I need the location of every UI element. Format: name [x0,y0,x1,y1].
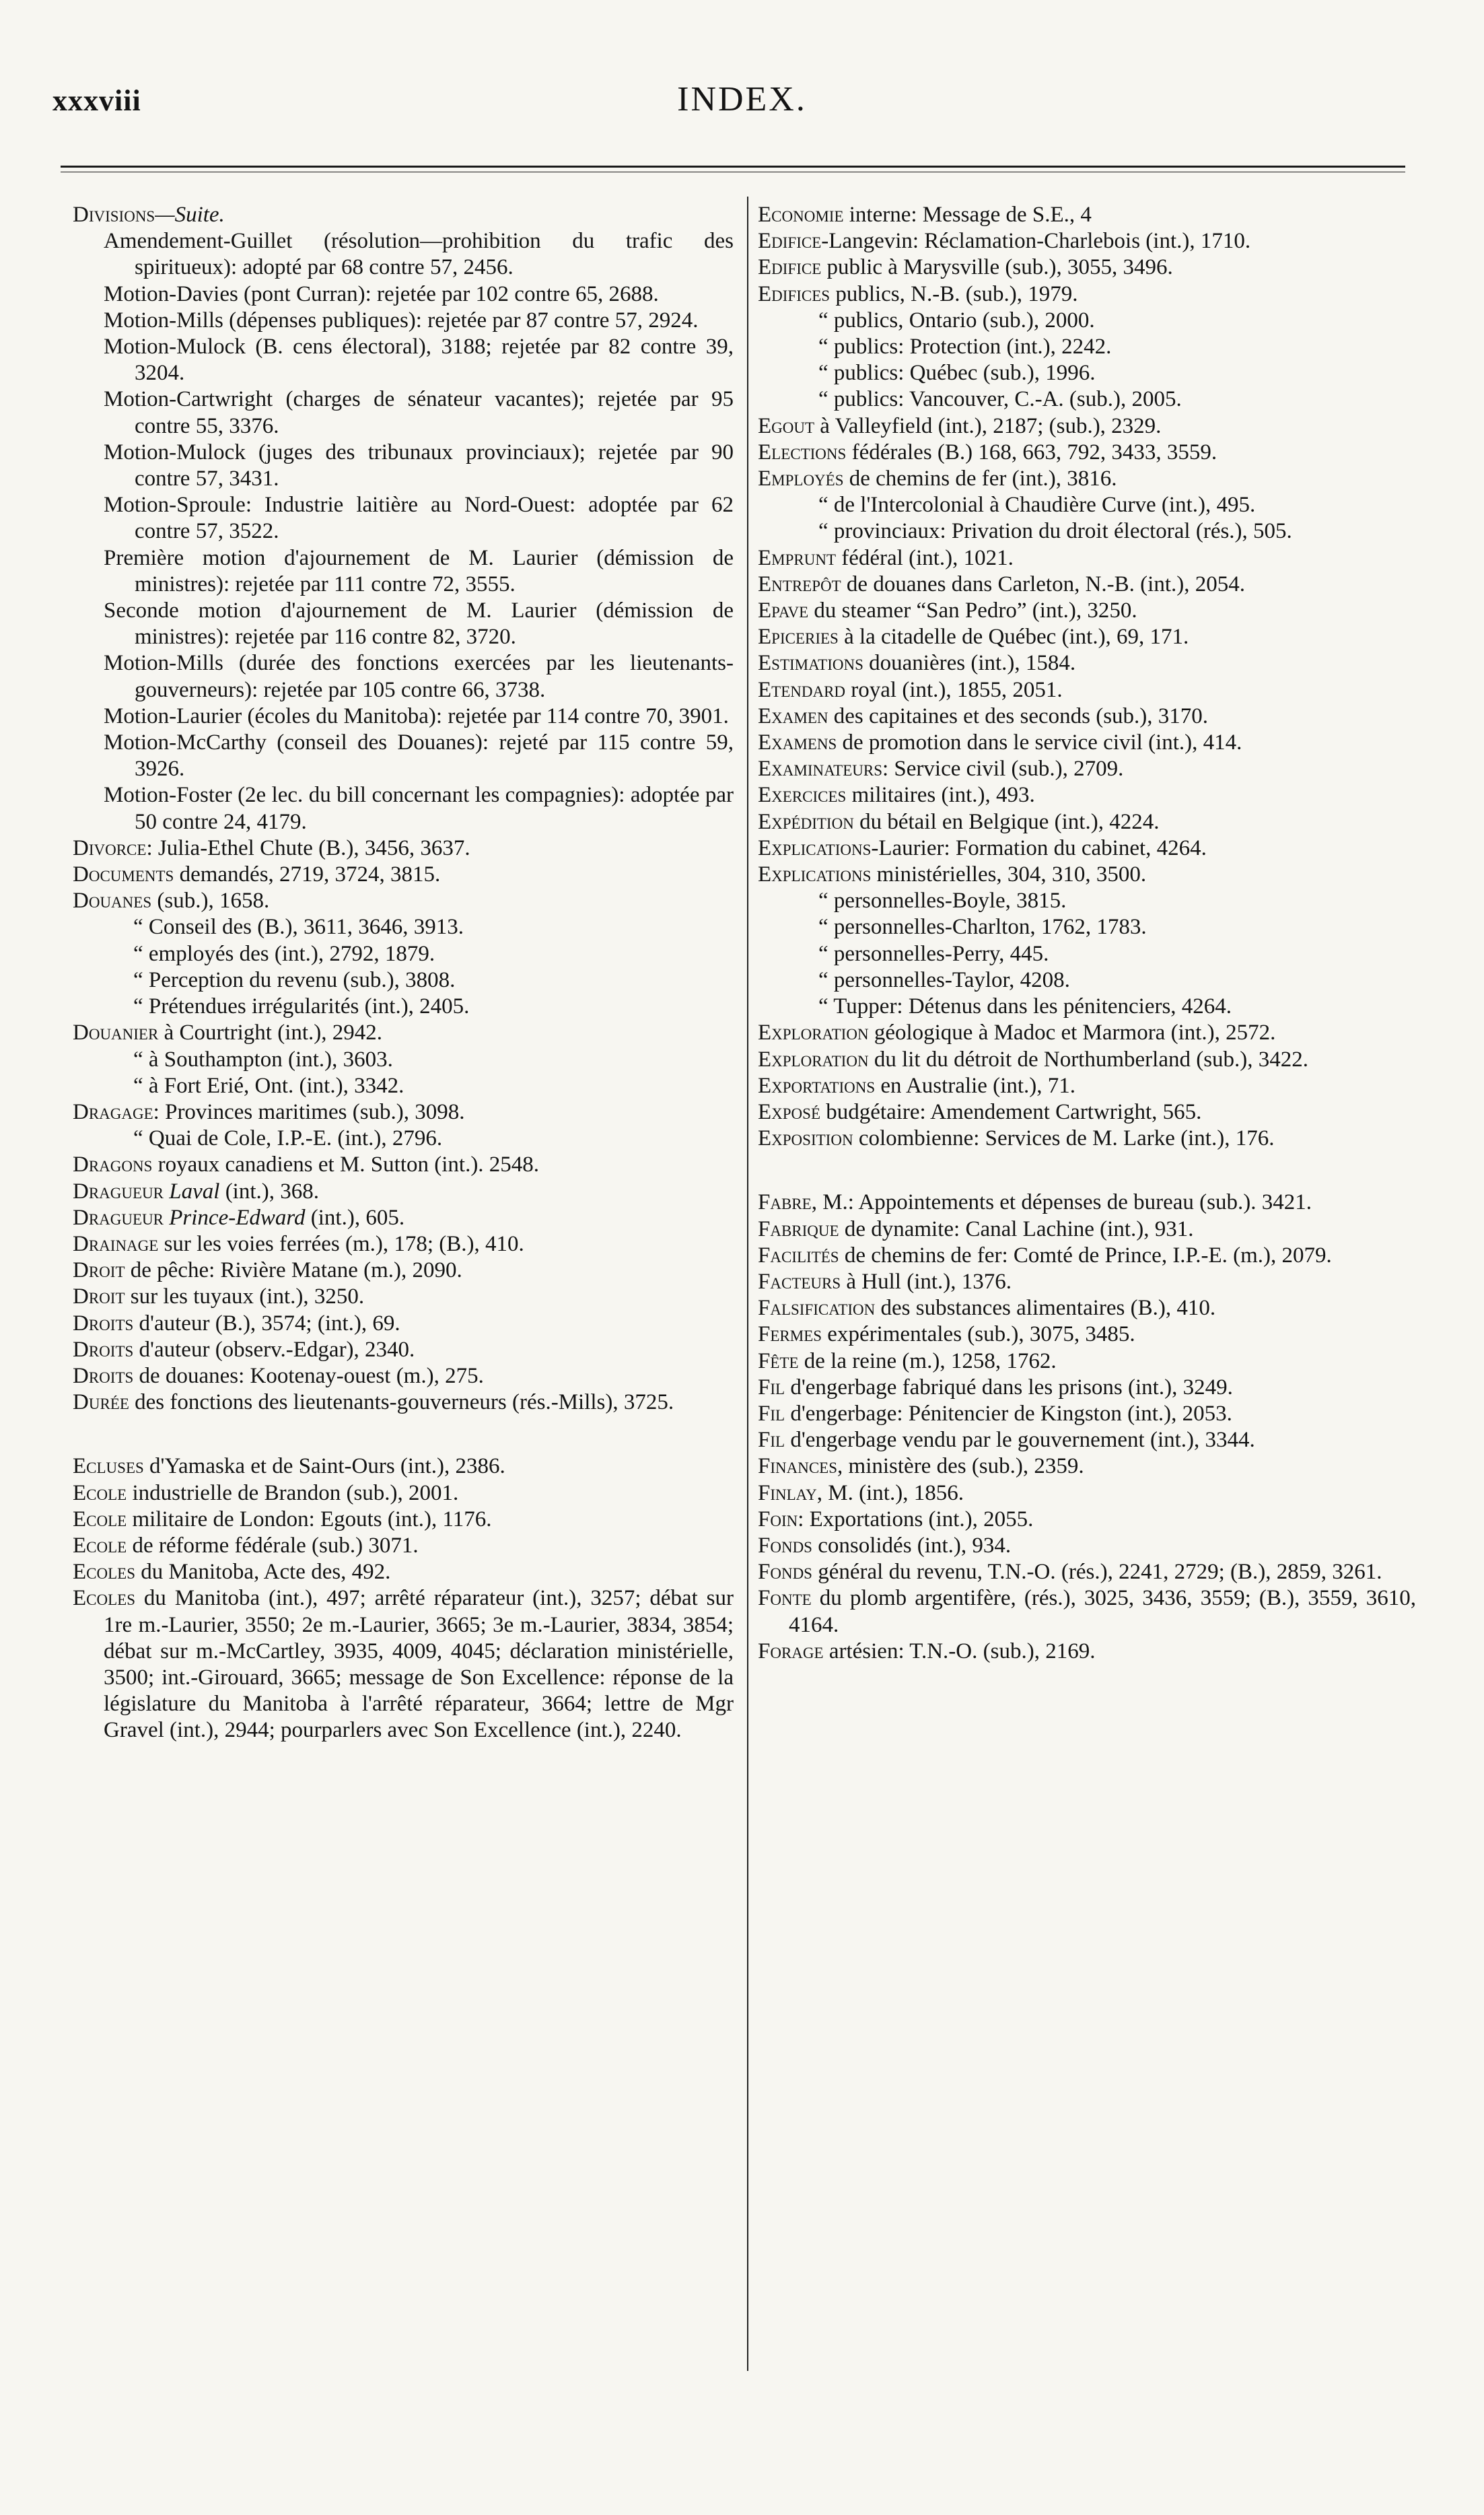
index-entry [73,492,734,545]
index-entry-text: interne: Message de S.E., 4 [843,203,1092,227]
index-entry [73,202,734,228]
index-entry-text: à Valleyfield (int.), 2187; (sub.), 2329. [814,413,1162,438]
index-entry [758,1480,1416,1507]
index-entry-text: des fonctions des lieutenants-gouverneurs (rés.-Mills), 3725. [129,1390,674,1415]
index-entry [758,1375,1416,1401]
index-entry-text: consolidés (int.), 934. [812,1533,1012,1558]
index-entry-text: “ publics, Ontario (sub.), 2000. [818,308,1095,333]
index-headword: Ecluses [73,1454,144,1479]
index-entry-text: sur les voies ferrées (m.), 178; (B.), 410. [158,1231,524,1256]
index-entry-text: : Julia-Ethel Chute (B.), 3456, 3637. [146,835,470,860]
index-entry [73,1533,734,1559]
index-entry-text: public à Marysville (sub.), 3055, 3496. [821,255,1173,280]
index-entry-text: fédéral (int.), 1021. [836,545,1014,570]
index-entry-text: —Suite. [155,203,225,227]
index-entry [758,386,1416,413]
index-entry-text: industrielle de Brandon (sub.), 2001. [127,1480,459,1505]
index-entry-text: Motion-Mills (dépenses publiques): rejetée par 87 contre 57, 2924. [104,308,699,333]
page-number: xxxviii [52,84,141,117]
index-entry [758,1020,1416,1046]
index-entry-text: Motion-McCarthy (conseil des Douanes): rejeté par 115 contre 59, 3926. [104,730,734,782]
index-entry-text: -Langevin: Réclamation-Charlebois (int.), 1710. [821,229,1251,254]
index-entry-text: “ employés des (int.), 2792, 1879. [133,941,435,966]
index-entry [73,334,734,386]
index-headword: Douanier [73,1021,159,1045]
index-entry-text: “ Quai de Cole, I.P.-E. (int.), 2796. [133,1126,443,1151]
index-entry-text: de douanes dans Carleton, N.-B. (int.), 2054. [841,572,1245,596]
index-headword: Divorce [73,835,147,860]
index-entry-text: demandés, 2719, 3724, 3815. [174,862,441,887]
index-entry-text: Première motion d'ajournement de M. Laurier (démission de ministres): rejetée par 111 contre 72, 3555. [104,545,734,596]
index-headword: Exercices [758,783,847,808]
index-headword: Etendard [758,677,846,702]
index-headword: Finlay [758,1480,817,1505]
index-entry-text: des capitaines et des seconds (sub.), 3170. [828,703,1209,728]
index-entry [758,360,1416,386]
index-entry-text: des substances alimentaires (B.), 410. [875,1296,1216,1321]
index-headword: Droits [73,1311,134,1336]
index-entry [73,386,734,439]
index-entry-text: : Service civil (sub.), 2709. [882,757,1124,782]
index-entry-text: Laval (int.), 368. [169,1179,320,1204]
index-entry-text: d'engerbage: Pénitencier de Kingston (int.), 2053. [785,1401,1232,1426]
index-entry-text: militaires (int.), 493. [846,783,1035,808]
index-entry [758,492,1416,518]
index-entry [758,650,1416,677]
index-entry [73,545,734,598]
index-headword: Exposé [758,1099,821,1124]
index-entry [758,994,1416,1020]
index-headword: Dragueur [73,1205,164,1230]
index-entry [73,1179,734,1205]
index-headword: Explications [758,835,872,860]
index-entry-text: -Laurier: Formation du cabinet, 4264. [871,835,1207,860]
index-entry-text: royal (int.), 1855, 2051. [845,677,1063,702]
index-headword: Employés [758,467,844,491]
index-entry-text: “ Tupper: Détenus dans les pénitenciers, 4264. [818,994,1232,1019]
index-entry-text: du Manitoba, Acte des, 492. [135,1560,391,1585]
index-entry-text: “ personnelles-Boyle, 3815. [818,889,1067,914]
index-entry [758,1047,1416,1073]
index-entry [73,598,734,650]
index-entry-text: Motion-Foster (2e lec. du bill concernant les compagnies): adoptée par 50 contre 24, 4179. [104,783,734,834]
index-entry-text: : Exportations (int.), 2055. [798,1507,1034,1531]
index-entry-text: militaire de London: Egouts (int.), 1176. [127,1507,492,1531]
index-headword: Entrepôt [758,572,841,596]
index-entry [758,572,1416,598]
index-entry [73,782,734,835]
index-headword: Fil [758,1401,785,1426]
index-entry [758,281,1416,308]
index-entry-text: de dynamite: Canal Lachine (int.), 931. [839,1216,1194,1241]
index-entry-text: à Courtright (int.), 2942. [158,1021,383,1045]
index-entry [758,1639,1416,1665]
index-entry [758,1126,1416,1152]
index-headword: Ecole [73,1533,127,1558]
index-headword: Exploration [758,1047,869,1072]
index-headword: Finances [758,1454,838,1479]
index-entry [73,1047,734,1073]
left-column [73,202,734,1744]
index-entry [758,1099,1416,1126]
index-entry [758,1321,1416,1348]
index-entry-text: d'auteur (observ.-Edgar), 2340. [133,1337,415,1362]
index-entry-text: en Australie (int.), 71. [875,1073,1075,1098]
index-entry [73,1205,734,1231]
index-entry-text: du Manitoba (int.), 497; arrêté réparateur (int.), 3257; débat sur 1re m.-Laurier, 3550; 2e m.-Laurier, 3665; 3e m.-Laurier, 3834, 3854; débat sur m.-McCartley, 3935, 4009, 4045; déclaration ministérielle, 3500; int.-Girouard, 3665; message de Son Excellence: réponse de la législature du Manitoba à l'arrêté réparateur, 3664; lettre de Mgr Gravel (int.), 2944; pourparlers avec Son Excellence (int.), 2240. [104,1586,734,1743]
index-entry-text: de chemins de fer (int.), 3816. [843,467,1117,491]
index-entry [758,518,1416,545]
index-entry [73,1126,734,1152]
index-entry [758,888,1416,914]
index-headword: Epiceries [758,625,839,650]
index-entry-text: Motion-Sproule: Industrie laitière au Nord-Ouest: adoptée par 62 contre 57, 3522. [104,493,734,544]
index-entry [73,1073,734,1099]
index-headword: Forage [758,1639,824,1663]
index-headword: Ecole [73,1507,127,1531]
index-headword: Dragons [73,1152,153,1177]
index-entry [73,1311,734,1337]
index-entry [73,308,734,334]
index-headword: Droits [73,1337,134,1362]
index-headword: Dragage [73,1099,153,1124]
index-entry-text: du lit du détroit de Northumberland (sub.), 3422. [868,1047,1309,1072]
index-entry-text: de chemins de fer: Comté de Prince, I.P.-E. (m.), 2079. [839,1243,1332,1268]
index-entry [758,1401,1416,1427]
index-entry [758,624,1416,650]
index-entry [73,1389,734,1416]
index-entry [758,1295,1416,1321]
index-entry [758,809,1416,835]
index-entry [73,1585,734,1744]
index-entry [73,967,734,994]
index-headword: Examen [758,703,828,728]
index-entry [758,941,1416,967]
index-entry [758,1559,1416,1585]
header-rule [61,166,1405,168]
index-entry-text: artésien: T.N.-O. (sub.), 2169. [823,1639,1096,1663]
index-entry [73,440,734,492]
index-entry [73,281,734,308]
right-column [758,202,1416,1665]
index-entry-text: expérimentales (sub.), 3075, 3485. [822,1322,1135,1347]
index-headword: Fermes [758,1322,822,1347]
index-headword: Ecoles [73,1586,135,1611]
column-divider [747,197,748,2371]
index-entry-text: de réforme fédérale (sub.) 3071. [127,1533,419,1558]
index-entry-text: d'auteur (B.), 3574; (int.), 69. [133,1311,400,1336]
index-entry-text: Motion-Mulock (juges des tribunaux provinciaux); rejetée par 90 contre 57, 3431. [104,440,734,491]
index-entry [73,1231,734,1258]
index-headword: Expédition [758,809,854,834]
index-entry [758,1269,1416,1295]
index-headword: Documents [73,862,174,887]
index-entry [758,677,1416,703]
index-entry-text: “ de l'Intercolonial à Chaudière Curve (int.), 495. [818,493,1256,518]
index-entry [758,1427,1416,1453]
index-entry-text: , M.: Appointements et dépenses de bureau (sub.). 3421. [811,1190,1312,1215]
index-entry [73,994,734,1020]
index-entry-text: d'Yamaska et de Saint-Ours (int.), 2386. [143,1454,505,1479]
index-entry-text: “ Conseil des (B.), 3611, 3646, 3913. [133,915,464,940]
index-entry [73,1363,734,1389]
index-entry-text: “ Perception du revenu (sub.), 3808. [133,967,456,992]
index-entry [758,1216,1416,1243]
index-headword: Droit [73,1284,125,1309]
index-entry [73,1020,734,1046]
index-entry [758,1348,1416,1375]
index-entry-text: : Provinces maritimes (sub.), 3098. [153,1099,465,1124]
index-headword: Fabre [758,1190,812,1215]
index-entry [758,1243,1416,1269]
index-entry-text: à Hull (int.), 1376. [841,1269,1012,1294]
index-entry [73,888,734,914]
index-entry [758,862,1416,888]
index-entry-text: “ Prétendues irrégularités (int.), 2405. [133,994,470,1019]
index-entry [758,782,1416,808]
index-headword: Facilités [758,1243,839,1268]
index-entry [73,862,734,888]
index-entry [758,835,1416,862]
index-entry-text: géologique à Madoc et Marmora (int.), 2572. [868,1021,1276,1045]
index-headword: Examens [758,730,837,755]
index-entry-text: de douanes: Kootenay-ouest (m.), 275. [133,1363,484,1388]
index-entry [758,756,1416,782]
index-headword: Fonds [758,1560,812,1585]
index-entry [758,334,1416,360]
index-entry [758,914,1416,940]
index-entry-text: d'engerbage vendu par le gouvernement (int.), 3344. [785,1428,1255,1453]
index-entry-text: “ personnelles-Charlton, 1762, 1783. [818,915,1147,940]
index-entry-text: du bétail en Belgique (int.), 4224. [853,809,1160,834]
index-entry [758,1533,1416,1559]
index-entry [758,202,1416,228]
index-headword: Epave [758,598,809,623]
index-entry [73,703,734,730]
index-entry-text: Prince-Edward (int.), 605. [169,1205,405,1230]
index-entry-text: Motion-Davies (pont Curran): rejetée par 102 contre 65, 2688. [104,281,659,306]
index-entry-text: (sub.), 1658. [151,889,270,914]
index-entry-text: sur les tuyaux (int.), 3250. [125,1284,365,1309]
index-entry-text: colombienne: Services de M. Larke (int.), 176. [853,1126,1275,1151]
index-entry [758,228,1416,254]
index-entry-text: Motion-Cartwright (charges de sénateur vacantes); rejetée par 95 contre 55, 3376. [104,387,734,438]
index-headword: Explications [758,862,872,887]
index-headword: Economie [758,203,844,227]
index-entry [758,1453,1416,1480]
index-entry [73,1480,734,1507]
index-entry [73,1453,734,1480]
index-entry-text: Motion-Laurier (écoles du Manitoba): rejetée par 114 contre 70, 3901. [104,703,729,728]
index-headword: Estimations [758,651,863,676]
index-entry [758,308,1416,334]
index-headword: Fil [758,1375,785,1400]
index-headword: Examinateurs [758,757,882,782]
index-headword: Droits [73,1363,134,1388]
index-entry-text: du plomb argentifère, (rés.), 3025, 3436, 3559; (B.), 3559, 3610, 4164. [789,1586,1416,1637]
index-entry [758,1190,1416,1216]
index-entry [73,914,734,940]
index-entry [73,1284,734,1310]
index-entry-text: Amendement-Guillet (résolution—prohibition du trafic des spiritueux): adopté par 68 contre 57, 2456. [104,229,734,280]
index-entry-text: budgétaire: Amendement Cartwright, 565. [820,1099,1202,1124]
index-entry [73,1559,734,1585]
index-entry [73,1258,734,1284]
index-headword: Exploration [758,1021,869,1045]
index-entry [73,1099,734,1126]
index-headword: Fonds [758,1533,812,1558]
index-headword: Fonte [758,1586,812,1611]
index-entry [758,254,1416,281]
index-headword: Fabrique [758,1216,839,1241]
index-entry [758,1507,1416,1533]
index-entry-text: “ publics: Protection (int.), 2242. [818,335,1112,359]
index-entry-text: “ provinciaux: Privation du droit électoral (rés.), 505. [818,519,1292,544]
index-entry-text: Motion-Mills (durée des fonctions exercées par les lieutenants-gouverneurs): rejetée par 105 contre 66, 3738. [104,651,734,702]
index-headword: Douanes [73,889,152,914]
index-entry [73,1152,734,1178]
index-entry-text: à la citadelle de Québec (int.), 69, 171. [838,625,1189,650]
index-entry [758,1585,1416,1638]
index-entry-text: “ personnelles-Perry, 445. [818,941,1049,966]
index-entry [758,413,1416,440]
index-entry-text: général du revenu, T.N.-O. (rés.), 2241, 2729; (B.), 2859, 3261. [812,1560,1382,1585]
index-headword: Edifices [758,281,831,306]
index-headword: Elections [758,440,847,464]
index-entry [758,967,1416,994]
index-headword: Droit [73,1258,125,1283]
index-headword: Foin [758,1507,798,1531]
index-headword: Ecoles [73,1560,135,1585]
index-entry-text: Motion-Mulock (B. cens électoral), 3188; rejetée par 82 contre 39, 3204. [104,335,734,386]
index-headword: Divisions [73,203,155,227]
index-entry-text: publics, N.-B. (sub.), 1979. [830,281,1078,306]
index-entry [73,1337,734,1363]
index-entry-text: “ à Fort Erié, Ont. (int.), 3342. [133,1073,404,1098]
index-entry [73,941,734,967]
index-entry-text: de pêche: Rivière Matane (m.), 2090. [125,1258,462,1283]
index-headword: Ecole [73,1480,127,1505]
index-headword: Drainage [73,1231,159,1256]
index-entry-text: royaux canadiens et M. Sutton (int.). 2548. [152,1152,540,1177]
index-entry [73,835,734,862]
index-entry [758,1073,1416,1099]
index-entry-text: “ à Southampton (int.), 3603. [133,1047,393,1072]
index-entry [758,703,1416,730]
index-entry [758,730,1416,756]
index-entry [758,598,1416,624]
index-headword: Edifice [758,229,822,254]
index-entry-text: “ publics: Québec (sub.), 1996. [818,361,1096,386]
index-headword: Emprunt [758,545,837,570]
index-entry-text: Seconde motion d'ajournement de M. Laurier (démission de ministres): rejetée par 116 contre 82, 3720. [104,598,734,650]
index-headword: Fête [758,1348,799,1373]
index-entry [758,440,1416,466]
index-entry-text: de la reine (m.), 1258, 1762. [798,1348,1057,1373]
index-entry-text: ministérielles, 304, 310, 3500. [871,862,1147,887]
index-headword: Dragueur [73,1179,164,1204]
index-entry-text: douanières (int.), 1584. [863,651,1076,676]
index-entry [73,650,734,703]
index-headword: Fil [758,1428,785,1453]
index-entry-text: de promotion dans le service civil (int.), 414. [837,730,1242,755]
index-headword: Exportations [758,1073,876,1098]
index-entry [73,730,734,782]
index-entry [758,545,1416,572]
running-title: INDEX. [677,80,807,118]
index-entry [73,228,734,281]
index-entry [73,1507,734,1533]
index-entry-text: “ personnelles-Taylor, 4208. [818,967,1070,992]
index-entry [758,466,1416,492]
index-entry-text: fédérales (B.) 168, 663, 792, 3433, 3559. [846,440,1217,464]
index-entry-text: “ publics: Vancouver, C.-A. (sub.), 2005. [818,387,1182,412]
index-entry-text: d'engerbage fabriqué dans les prisons (int.), 3249. [785,1375,1233,1400]
index-entry-text: , M. (int.), 1856. [816,1480,964,1505]
index-headword: Falsification [758,1296,876,1321]
index-headword: Exposition [758,1126,853,1151]
index-entry-text: , ministère des (sub.), 2359. [837,1454,1084,1479]
index-headword: Facteurs [758,1269,841,1294]
index-headword: Edifice [758,255,822,280]
index-headword: Durée [73,1390,129,1415]
index-headword: Egout [758,413,815,438]
index-entry-text: du steamer “San Pedro” (int.), 3250. [808,598,1137,623]
